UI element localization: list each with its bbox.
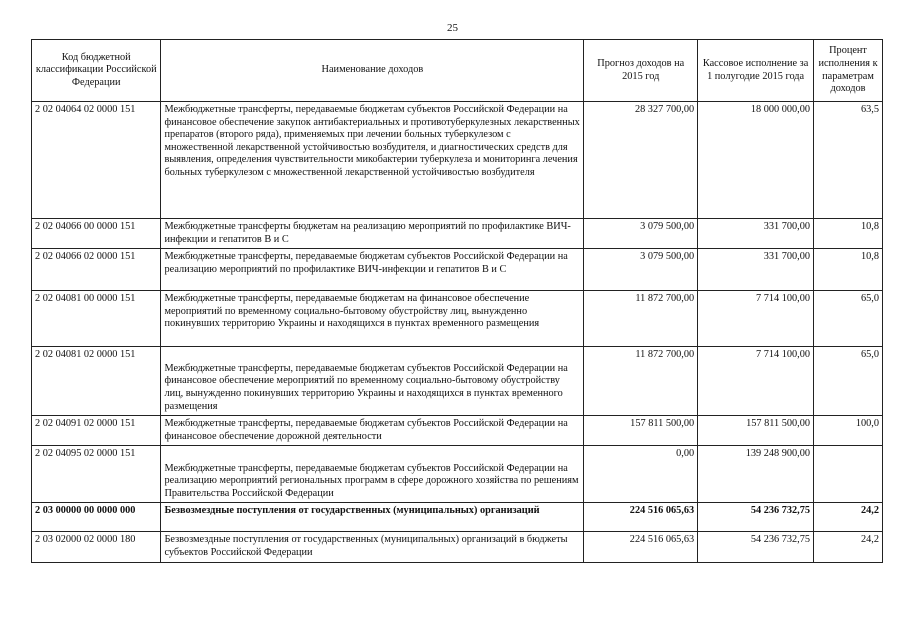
row-code: 2 02 04091 02 0000 151 [32,416,161,446]
row-execution: 331 700,00 [698,249,814,291]
revenue-table [31,39,883,563]
row-name: Межбюджетные трансферты, передаваемые бюджетам субъектов Российской Федерации на реализацию мероприятий региональных программ в сфере дорожного хозяйства по решениям Правительства Российской Федерации [161,446,584,503]
row-code: 2 03 02000 02 0000 180 [32,532,161,562]
row-percent [814,446,883,503]
row-forecast: 224 516 065,63 [584,503,698,532]
row-name: Межбюджетные трансферты, передаваемые бюджетам субъектов Российской Федерации на финансовое обеспечение мероприятий по временному социально-бытовому обустройству лиц, вынужденно покинувших территорию Украины и находящихся в пунктах временного размещения [161,347,584,416]
row-execution: 54 236 732,75 [698,503,814,532]
header-execution: Кассовое исполнение за 1 полугодие 2015 года [698,40,814,102]
row-code: 2 02 04095 02 0000 151 [32,446,161,503]
row-execution: 54 236 732,75 [698,532,814,562]
table-row [32,102,883,219]
row-percent: 63,5 [814,102,883,219]
row-execution: 331 700,00 [698,219,814,249]
table-header-row [32,40,883,102]
table-row [32,219,883,249]
table-row [32,347,883,416]
row-percent: 65,0 [814,291,883,347]
row-code: 2 02 04081 02 0000 151 [32,347,161,416]
row-percent: 24,2 [814,532,883,562]
row-name: Безвозмездные поступления от государственных (муниципальных) организаций [161,503,584,532]
table-row [32,532,883,562]
row-execution: 7 714 100,00 [698,347,814,416]
row-forecast: 3 079 500,00 [584,219,698,249]
row-percent: 24,2 [814,503,883,532]
row-percent: 10,8 [814,219,883,249]
row-percent: 10,8 [814,249,883,291]
row-forecast: 3 079 500,00 [584,249,698,291]
header-name: Наименование доходов [161,40,584,102]
table-row [32,446,883,503]
row-execution: 139 248 900,00 [698,446,814,503]
row-forecast: 11 872 700,00 [584,347,698,416]
header-percent: Процент исполнения к параметрам доходов [814,40,883,102]
table-row [32,416,883,446]
row-execution: 18 000 000,00 [698,102,814,219]
row-name: Межбюджетные трансферты, передаваемые бюджетам субъектов Российской Федерации на финансовое обеспечение закупок антибактериальных и противотуберкулезных лекарственных препаратов (второго ряда), применяемых при лечении больных туберкулезом с множественной лекарственной устойчивостью возбудителя, и диагностических средств для выявления, определения чувствительности микобактерии туберкулеза и мониторинга лечения больных туберкулезом с множественной лекарственной устойчивостью возбудителя [161,102,584,219]
row-code: 2 02 04066 02 0000 151 [32,249,161,291]
row-code: 2 02 04066 00 0000 151 [32,219,161,249]
row-code: 2 02 04064 02 0000 151 [32,102,161,219]
row-percent: 65,0 [814,347,883,416]
row-name: Безвозмездные поступления от государственных (муниципальных) организаций в бюджеты субъектов Российской Федерации [161,532,584,562]
page-number: 25 [447,22,458,34]
row-forecast: 224 516 065,63 [584,532,698,562]
table-row [32,249,883,291]
row-name: Межбюджетные трансферты, передаваемые бюджетам на финансовое обеспечение мероприятий по временному социально-бытовому обустройству лиц, вынужденно покинувших территорию Украины и находящихся в пунктах временного размещения [161,291,584,347]
row-forecast: 157 811 500,00 [584,416,698,446]
row-name: Межбюджетные трансферты, передаваемые бюджетам субъектов Российской Федерации на реализацию мероприятий по профилактике ВИЧ-инфекции и гепатитов В и С [161,249,584,291]
row-name: Межбюджетные трансферты, передаваемые бюджетам субъектов Российской Федерации на финансовое обеспечение дорожной деятельности [161,416,584,446]
row-forecast: 11 872 700,00 [584,291,698,347]
row-forecast: 28 327 700,00 [584,102,698,219]
row-execution: 157 811 500,00 [698,416,814,446]
row-forecast: 0,00 [584,446,698,503]
header-code: Код бюджетной классификации Российской Федерации [32,40,161,102]
row-name: Межбюджетные трансферты бюджетам на реализацию мероприятий по профилактике ВИЧ-инфекции и гепатитов В и С [161,219,584,249]
row-percent: 100,0 [814,416,883,446]
table-row [32,503,883,532]
row-code: 2 03 00000 00 0000 000 [32,503,161,532]
header-forecast: Прогноз доходов на 2015 год [584,40,698,102]
row-code: 2 02 04081 00 0000 151 [32,291,161,347]
table-row [32,291,883,347]
row-execution: 7 714 100,00 [698,291,814,347]
